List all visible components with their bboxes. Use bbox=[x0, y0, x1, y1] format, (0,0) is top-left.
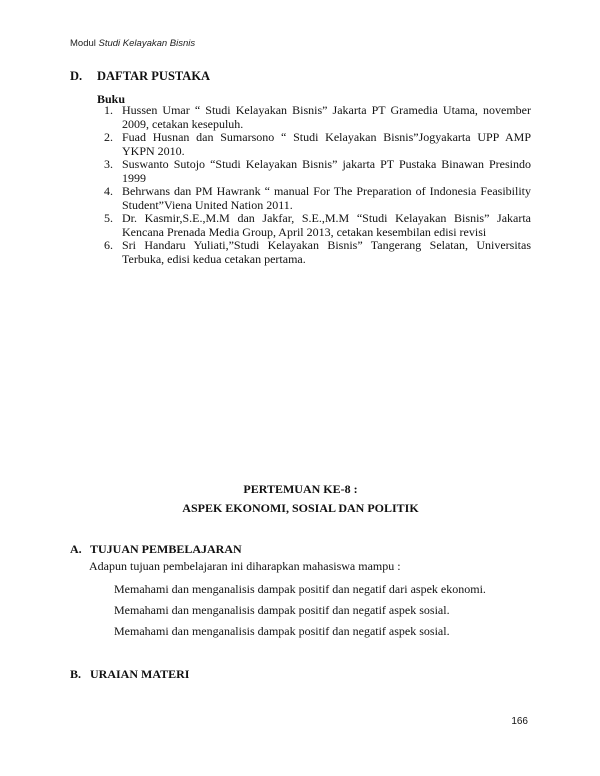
learning-goal: Memahami dan menganalisis dampak positif dan negatif dari aspek ekonomi. bbox=[114, 582, 486, 596]
reference-item bbox=[97, 239, 531, 266]
reference-number: 1. bbox=[104, 103, 113, 117]
header-prefix: Modul bbox=[70, 38, 99, 49]
reference-text: Hussen Umar “ Studi Kelayakan Bisnis” Jakarta PT Gramedia Utama, november 2009, cetakan kesepuluh. bbox=[122, 103, 531, 131]
reference-text: Sri Handaru Yuliati,”Studi Kelayakan Bisnis” Tangerang Selatan, Universitas Terbuka, edisi kedua cetakan pertama. bbox=[122, 238, 531, 266]
reference-number: 2. bbox=[104, 130, 113, 144]
learning-goal: Memahami dan menganalisis dampak positif dan negatif aspek sosial. bbox=[114, 624, 450, 638]
section-a-letter: A. bbox=[70, 542, 82, 556]
reference-number: 5. bbox=[104, 211, 113, 225]
reference-text: Suswanto Sutojo “Studi Kelayakan Bisnis” jakarta PT Pustaka Binawan Presindo 1999 bbox=[122, 157, 531, 185]
section-b-heading bbox=[70, 667, 189, 682]
reference-item bbox=[97, 212, 531, 239]
reference-number: 3. bbox=[104, 157, 113, 171]
reference-number: 4. bbox=[104, 184, 113, 198]
header-title: Studi Kelayakan Bisnis bbox=[98, 38, 196, 49]
buku-label: Buku bbox=[97, 92, 126, 106]
section-d-letter: D. bbox=[70, 69, 83, 83]
reference-number: 6. bbox=[104, 238, 113, 252]
reference-text: Behrwans dan PM Hawrank “ manual For The Preparation of Indonesia Feasibility Student”Viena United Nation 2011. bbox=[122, 184, 531, 212]
reference-text: Dr. Kasmir,S.E.,M.M dan Jakfar, S.E.,M.M “Studi Kelayakan Bisnis” Jakarta Kencana Prenada Media Group, April 2013, cetakan kesembilan edisi revisi bbox=[122, 211, 531, 239]
page-number: 166 bbox=[511, 716, 528, 727]
section-a-title: TUJUAN PEMBELAJARAN bbox=[90, 542, 242, 556]
reference-item bbox=[97, 131, 531, 158]
learning-goals-intro: Adapun tujuan pembelajaran ini diharapkan mahasiswa mampu : bbox=[89, 559, 401, 573]
running-header bbox=[70, 38, 195, 49]
meeting-title: PERTEMUAN KE-8 : bbox=[243, 482, 358, 496]
reference-text: Fuad Husnan dan Sumarsono “ Studi Kelayakan Bisnis”Jogyakarta UPP AMP YKPN 2010. bbox=[122, 130, 531, 158]
section-d-heading bbox=[70, 69, 210, 84]
learning-goal: Memahami dan menganalisis dampak positif dan negatif aspek sosial. bbox=[114, 603, 450, 617]
meeting-subtitle: ASPEK EKONOMI, SOSIAL DAN POLITIK bbox=[182, 501, 419, 515]
reference-list bbox=[97, 104, 531, 266]
section-b-letter: B. bbox=[70, 667, 82, 681]
section-d-title: DAFTAR PUSTAKA bbox=[97, 69, 211, 83]
section-b-title: URAIAN MATERI bbox=[90, 667, 190, 681]
reference-item bbox=[97, 104, 531, 131]
reference-item bbox=[97, 158, 531, 185]
reference-item bbox=[97, 185, 531, 212]
section-a-heading bbox=[70, 542, 242, 557]
